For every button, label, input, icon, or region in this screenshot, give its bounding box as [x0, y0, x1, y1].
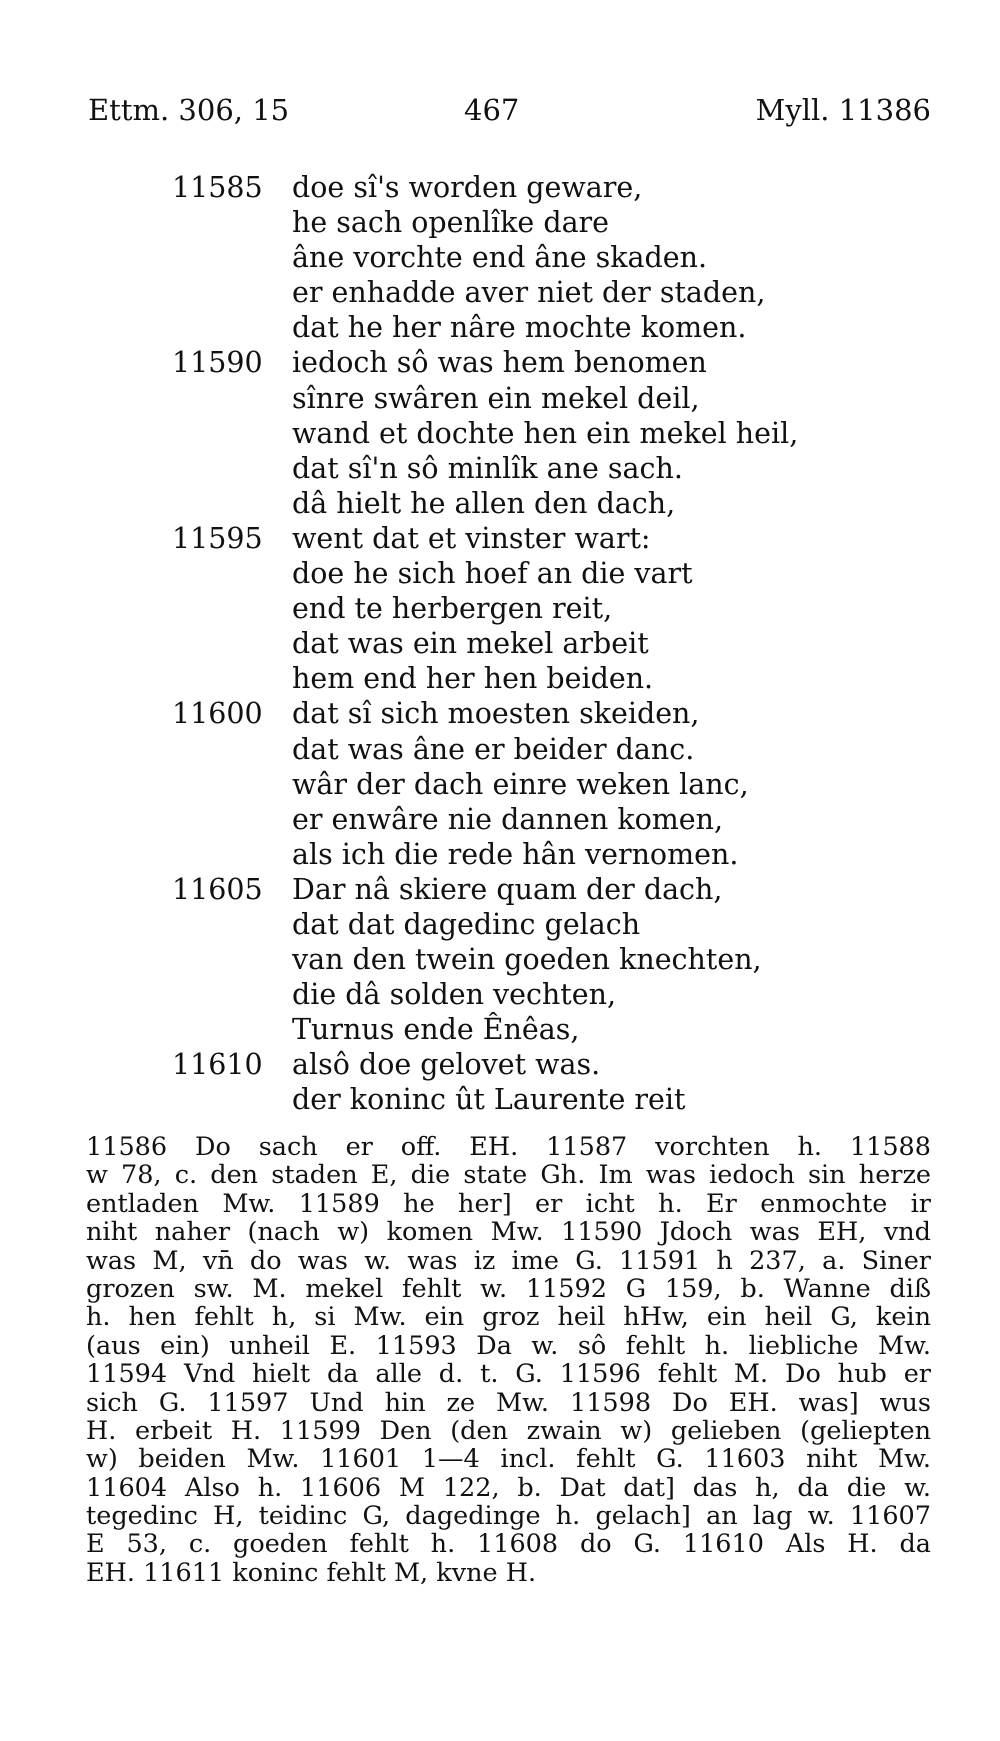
verse-line — [0, 767, 1000, 802]
page-header — [88, 93, 931, 133]
verse-line — [0, 170, 1000, 205]
apparatus-line: was M, vn̄ do was w. was iz ime G. 11591 h 237, a. Siner — [86, 1246, 931, 1275]
apparatus-line: h. hen fehlt h, si Mw. ein groz heil hHw, ein heil G, kein — [86, 1303, 931, 1332]
verse-number: 11585 — [172, 171, 263, 204]
apparatus-line: EH. 11611 koninc fehlt M, kvne H. — [86, 1558, 537, 1588]
verse-text: doe sî's worden geware, — [292, 171, 643, 204]
verse-line — [0, 942, 1000, 977]
verse-line — [0, 1047, 1000, 1082]
verse-text: alsô doe gelovet was. — [292, 1048, 601, 1082]
verse-text: Turnus ende Ênêas, — [292, 1013, 580, 1047]
verse-text: he sach openlîke dare — [292, 206, 610, 240]
verse-text: der koninc ût Laurente reit — [292, 1083, 686, 1117]
header-source-reference: Ettm. 306, 15 — [88, 93, 290, 127]
verse-text: die dâ solden vechten, — [292, 978, 617, 1012]
apparatus-line: niht naher (nach w) komen Mw. 11590 Jdoch was EH, vnd — [86, 1218, 931, 1247]
verse-number: 11610 — [172, 1048, 263, 1082]
verse-text: dat was âne er beider danc. — [292, 732, 695, 766]
verse-text: wâr der dach einre weken lanc, — [292, 767, 749, 801]
verse-number: 11605 — [172, 872, 263, 906]
verse-text: als ich die rede hân vernomen. — [292, 837, 739, 871]
verse-line — [0, 802, 1000, 837]
verse-line — [0, 732, 1000, 767]
verse-line — [0, 696, 1000, 731]
verse-line — [0, 907, 1000, 942]
verse-line — [0, 556, 1000, 591]
verse-text: hem end her hen beiden. — [292, 662, 654, 696]
verse-line — [0, 1082, 1000, 1117]
apparatus-line: (aus ein) unheil E. 11593 Da w. sô fehlt h. liebliche Mw. — [86, 1331, 931, 1361]
verse-text: dat was ein mekel arbeit — [292, 627, 649, 661]
verse-text: end te herbergen reit, — [292, 592, 613, 626]
verse-line — [0, 521, 1000, 556]
verse-line — [0, 872, 1000, 907]
verse-line — [0, 275, 1000, 310]
verse-text: dat sî sich moesten skeiden, — [292, 697, 700, 731]
header-manuscript-reference: Myll. 11386 — [755, 93, 931, 127]
verse-line — [0, 626, 1000, 661]
verse-text: sînre swâren ein mekel deil, — [292, 381, 700, 415]
apparatus-line: w) beiden Mw. 11601 1—4 incl. fehlt G. 11603 niht Mw. — [86, 1445, 931, 1474]
apparatus-line: 11604 Also h. 11606 M 122, b. Dat dat] das h, da die w. — [86, 1473, 931, 1503]
verse-text: dâ hielt he allen den dach, — [292, 486, 676, 520]
apparatus-line: 11594 Vnd hielt da alle d. t. G. 11596 fehlt M. Do hub er — [86, 1360, 931, 1389]
verse-text: wand et dochte hen ein mekel heil, — [292, 416, 799, 450]
page-number: 467 — [464, 93, 520, 127]
verse-text: er enhadde aver niet der staden, — [292, 276, 766, 310]
verse-text: doe he sich hoef an die vart — [292, 557, 693, 591]
verse-line — [0, 240, 1000, 275]
verse-number: 11600 — [172, 697, 263, 731]
verse-number: 11595 — [172, 521, 263, 555]
verse-block — [0, 170, 1000, 1118]
apparatus-line: entladen Mw. 11589 he her] er icht h. Er enmochte ir — [86, 1189, 931, 1219]
verse-line — [0, 451, 1000, 486]
verse-line — [0, 486, 1000, 521]
verse-number: 11590 — [172, 346, 263, 380]
verse-text: âne vorchte end âne skaden. — [292, 241, 708, 275]
verse-text: er enwâre nie dannen komen, — [292, 802, 724, 836]
verse-line — [0, 661, 1000, 696]
apparatus-line: tegedinc H, teidinc G, dagedinge h. gelach] an lag w. 11607 — [86, 1502, 931, 1531]
verse-line — [0, 1012, 1000, 1047]
verse-line — [0, 416, 1000, 451]
verse-text: went dat et vinster wart: — [292, 521, 651, 555]
verse-line — [0, 310, 1000, 345]
apparatus-line: H. erbeit H. 11599 Den (den zwain w) gelieben (geliepten — [86, 1416, 931, 1446]
apparatus-line: E 53, c. goeden fehlt h. 11608 do G. 11610 Als H. da — [86, 1530, 931, 1559]
verse-line — [0, 977, 1000, 1012]
verse-line — [0, 381, 1000, 416]
verse-text: dat dat dagedinc gelach — [292, 907, 641, 941]
apparatus-line: 11586 Do sach er off. EH. 11587 vorchten h. 11588 — [86, 1133, 931, 1162]
verse-line — [0, 345, 1000, 380]
apparatus-line: sich G. 11597 Und hin ze Mw. 11598 Do EH. was] wus — [86, 1388, 931, 1417]
apparatus-line: grozen sw. M. mekel fehlt w. 11592 G 159, b. Wanne diß — [86, 1274, 931, 1304]
critical-apparatus — [86, 1133, 931, 1587]
apparatus-line: w 78, c. den staden E, die state Gh. Im was iedoch sin herze — [86, 1161, 931, 1190]
verse-text: iedoch sô was hem benomen — [292, 346, 707, 380]
verse-text: dat he her nâre mochte komen. — [292, 311, 747, 345]
verse-text: Dar nâ skiere quam der dach, — [292, 872, 723, 906]
verse-line — [0, 591, 1000, 626]
verse-line — [0, 205, 1000, 240]
verse-text: dat sî'n sô minlîk ane sach. — [292, 451, 683, 485]
verse-text: van den twein goeden knechten, — [292, 943, 762, 977]
verse-line — [0, 837, 1000, 872]
